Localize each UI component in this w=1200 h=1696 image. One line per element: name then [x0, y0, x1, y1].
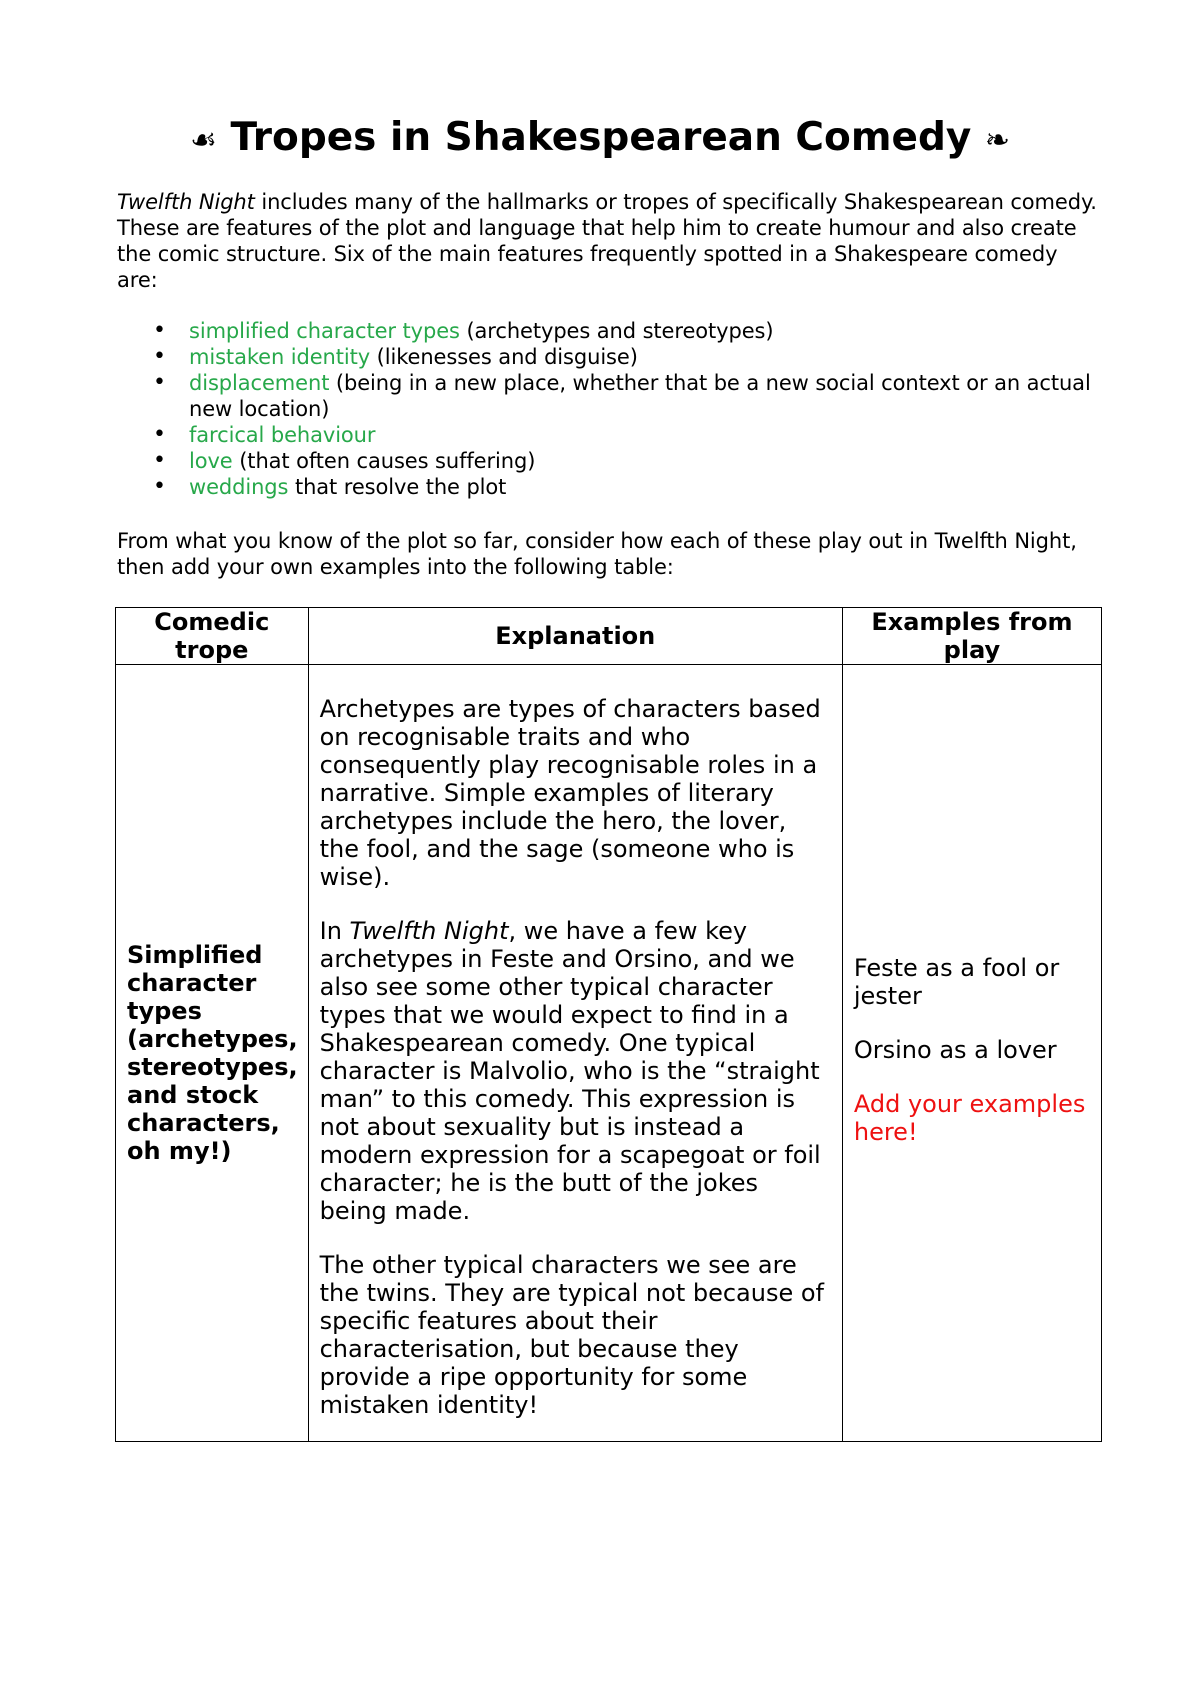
ornament-left-icon: ☙	[189, 123, 217, 158]
feature-term: love	[189, 449, 233, 473]
bullet-icon: •	[153, 448, 166, 473]
header-comedic-trope: Comedic trope	[116, 608, 309, 665]
explanation-play-title: Twelfth Night	[349, 917, 509, 945]
instructions-paragraph: From what you know of the plot so far, consider how each of these play out in Twelfth Night, then add your own examples into the following table:	[117, 529, 1077, 579]
bullet-icon: •	[153, 344, 166, 369]
explanation-text: , we have a few key archetypes in Feste and Orsino, and we also see some other typical character types that we would expect to find in a Shakespearean comedy. One typical character is Malvolio, who is the “straight man” to this comedy. This expression is not about sexuality but is instead a modern expression for a scapegoat or foil character; he is the butt of the jokes being made.	[319, 917, 821, 1225]
trope-name-cell: Simplified character types (archetypes, stereotypes, and stock characters, oh my!)	[116, 665, 309, 1442]
bullet-icon: •	[153, 318, 166, 343]
feature-description: that resolve the plot	[288, 475, 507, 499]
feature-description: (likenesses and disguise)	[370, 345, 638, 369]
explanation-paragraph: Archetypes are types of characters based on recognisable traits and who consequently play recognisable roles in a narrative. Simple examples of literary archetypes include the hero, the lover, the fool, and the sage (someone who is wise).	[319, 695, 821, 891]
feature-description: (that often causes suffering)	[232, 449, 536, 473]
list-item	[117, 370, 1097, 422]
example-item: Orsino as a lover	[853, 1036, 1057, 1064]
list-item	[117, 344, 1097, 370]
example-item: Feste as a fool or jester	[853, 954, 1060, 1010]
list-item	[117, 474, 1097, 500]
intro-paragraph	[117, 189, 1097, 293]
feature-description: (archetypes and stereotypes)	[459, 319, 774, 343]
list-item	[117, 448, 1097, 474]
add-examples-prompt[interactable]: Add your examples here!	[853, 1090, 1086, 1146]
tropes-table	[115, 607, 1102, 1442]
list-item	[117, 318, 1097, 344]
table-header-row	[116, 608, 1102, 665]
feature-description: (being in a new place, whether that be a new social context or an actual new location)	[189, 371, 1091, 421]
feature-term: farcical behaviour	[189, 423, 376, 447]
bullet-icon: •	[153, 474, 166, 499]
feature-term: displacement	[189, 371, 330, 395]
page-title	[0, 112, 1200, 167]
explanation-paragraph	[320, 917, 832, 1225]
intro-text: includes many of the hallmarks or tropes of specifically Shakespearean comedy. These are features of the plot and language that help him to create humour and also create the comic structure. Six of the main features frequently spotted in a Shakespeare comedy are:	[117, 190, 1097, 292]
feature-term: simplified character types	[189, 319, 460, 343]
explanation-paragraph: The other typical characters we see are the twins. They are typical not because of specific features about their characterisation, but because they provide a ripe opportunity for some mistaken identity!	[319, 1251, 825, 1419]
title-text: Tropes in Shakespearean Comedy	[230, 115, 972, 160]
header-explanation: Explanation	[308, 608, 842, 665]
bullet-icon: •	[153, 422, 166, 447]
feature-term: mistaken identity	[189, 345, 371, 369]
bullet-icon: •	[153, 370, 166, 395]
explanation-cell	[308, 665, 842, 1442]
list-item	[117, 422, 1097, 448]
header-examples: Examples from play	[842, 608, 1101, 665]
ornament-right-icon: ❧	[984, 123, 1010, 158]
intro-play-title: Twelfth Night	[117, 190, 255, 214]
examples-cell[interactable]	[842, 665, 1101, 1442]
explanation-prefix: In	[319, 917, 350, 945]
table-row	[116, 665, 1102, 1442]
feature-term: weddings	[189, 475, 289, 499]
features-list	[117, 318, 1097, 500]
